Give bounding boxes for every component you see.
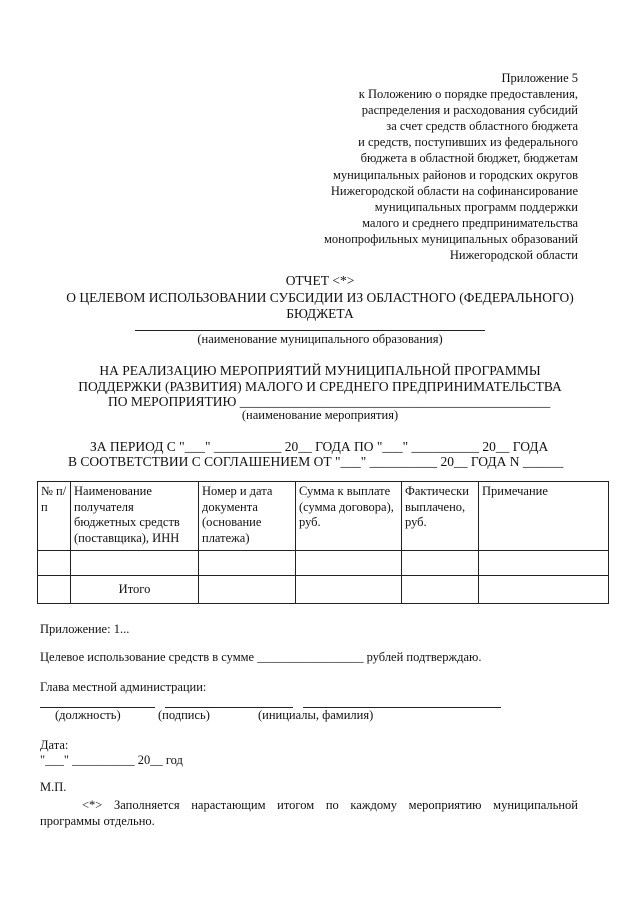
- appendix-line: за счет средств областного бюджета: [386, 119, 578, 134]
- header-cell-note: Примечание: [479, 482, 609, 551]
- table-cell[interactable]: [479, 551, 609, 576]
- header-cell-amount-due: Сумма к выплате (сумма договора), руб.: [296, 482, 402, 551]
- header-cell-document: Номер и дата документа (основание платежа): [199, 482, 296, 551]
- event-line: ПО МЕРОПРИЯТИЮ ______________________________________________: [108, 394, 551, 409]
- period-line: ЗА ПЕРИОД С "___" __________ 20__ ГОДА ПО "___" __________ 20__ ГОДА: [90, 439, 549, 454]
- table-cell[interactable]: [296, 576, 402, 604]
- appendix-line: бюджета в областной бюджет, бюджетам: [360, 151, 578, 166]
- appendix-line: к Положению о порядке предоставления,: [358, 87, 578, 102]
- appendix-line: монопрофильных муниципальных образований: [323, 231, 578, 246]
- report-table: [37, 481, 609, 604]
- name-caption: (инициалы, фамилия): [258, 708, 374, 722]
- table-total-row: [38, 576, 609, 604]
- table-header-row: [38, 482, 609, 551]
- head-admin-label: Глава местной администрации:: [40, 680, 207, 694]
- date-line: "___" __________ 20__ год: [40, 753, 183, 767]
- table-cell[interactable]: [199, 576, 296, 604]
- appendix-line: Нижегородской области: [449, 248, 578, 263]
- program-line: НА РЕАЛИЗАЦИЮ МЕРОПРИЯТИЙ МУНИЦИПАЛЬНОЙ ПРОГРАММЫ: [99, 363, 541, 378]
- municipality-caption: (наименование муниципального образования): [197, 332, 443, 346]
- footnote-text: <*> Заполняется нарастающим итогом по каждому мероприятию муниципальной программы отдельно.: [40, 798, 578, 828]
- signature-caption: (подпись): [158, 708, 210, 722]
- table-cell[interactable]: [402, 551, 479, 576]
- confirm-line: Целевое использование средств в сумме _________________ рублей подтверждаю.: [40, 650, 482, 664]
- appendix-line: Приложение 5: [501, 71, 578, 85]
- stamp-label: М.П.: [40, 780, 67, 794]
- municipality-blank-line: [135, 330, 485, 331]
- event-caption: (наименование мероприятия): [241, 408, 399, 422]
- appendix-line: муниципальных районов и городских округов: [332, 167, 578, 182]
- report-subtitle-cont: БЮДЖЕТА: [286, 306, 354, 321]
- table-row: [38, 551, 609, 576]
- appendix-line: и средств, поступивших из федерального: [358, 135, 578, 150]
- report-title: ОТЧЕТ <*>: [285, 273, 355, 288]
- appendix-line: муниципальных программ поддержки: [374, 199, 578, 214]
- header-cell-recipient: Наименование получателя бюджетных средств (поставщика), ИНН: [71, 482, 199, 551]
- position-caption: (должность): [55, 708, 121, 722]
- header-cell-number: № п/п: [38, 482, 71, 551]
- attachment-note: Приложение: 1...: [40, 622, 130, 636]
- table-cell[interactable]: [199, 551, 296, 576]
- table-cell[interactable]: [38, 576, 71, 604]
- agreement-line: В СООТВЕТСТВИИ С СОГЛАШЕНИЕМ ОТ "___" __________ 20__ ГОДА N ______: [68, 454, 564, 469]
- footnote: [40, 797, 578, 829]
- report-subtitle: О ЦЕЛЕВОМ ИСПОЛЬЗОВАНИИ СУБСИДИИ ИЗ ОБЛАСТНОГО (ФЕДЕРАЛЬНОГО): [66, 290, 574, 305]
- date-label: Дата:: [40, 738, 69, 752]
- table-cell[interactable]: [296, 551, 402, 576]
- header-cell-paid: Фактически выплачено, руб.: [402, 482, 479, 551]
- appendix-line: распределения и расходования субсидий: [361, 103, 578, 118]
- appendix-header: [324, 70, 578, 263]
- total-label: Итого: [71, 576, 199, 604]
- table-cell[interactable]: [71, 551, 199, 576]
- appendix-line: малого и среднего предпринимательства: [362, 215, 578, 230]
- table-cell[interactable]: [479, 576, 609, 604]
- table-cell[interactable]: [402, 576, 479, 604]
- program-line: ПОДДЕРЖКИ (РАЗВИТИЯ) МАЛОГО И СРЕДНЕГО ПРЕДПРИНИМАТЕЛЬСТВА: [78, 379, 562, 394]
- table-cell[interactable]: [38, 551, 71, 576]
- appendix-line: Нижегородской области на софинансирование: [330, 183, 578, 198]
